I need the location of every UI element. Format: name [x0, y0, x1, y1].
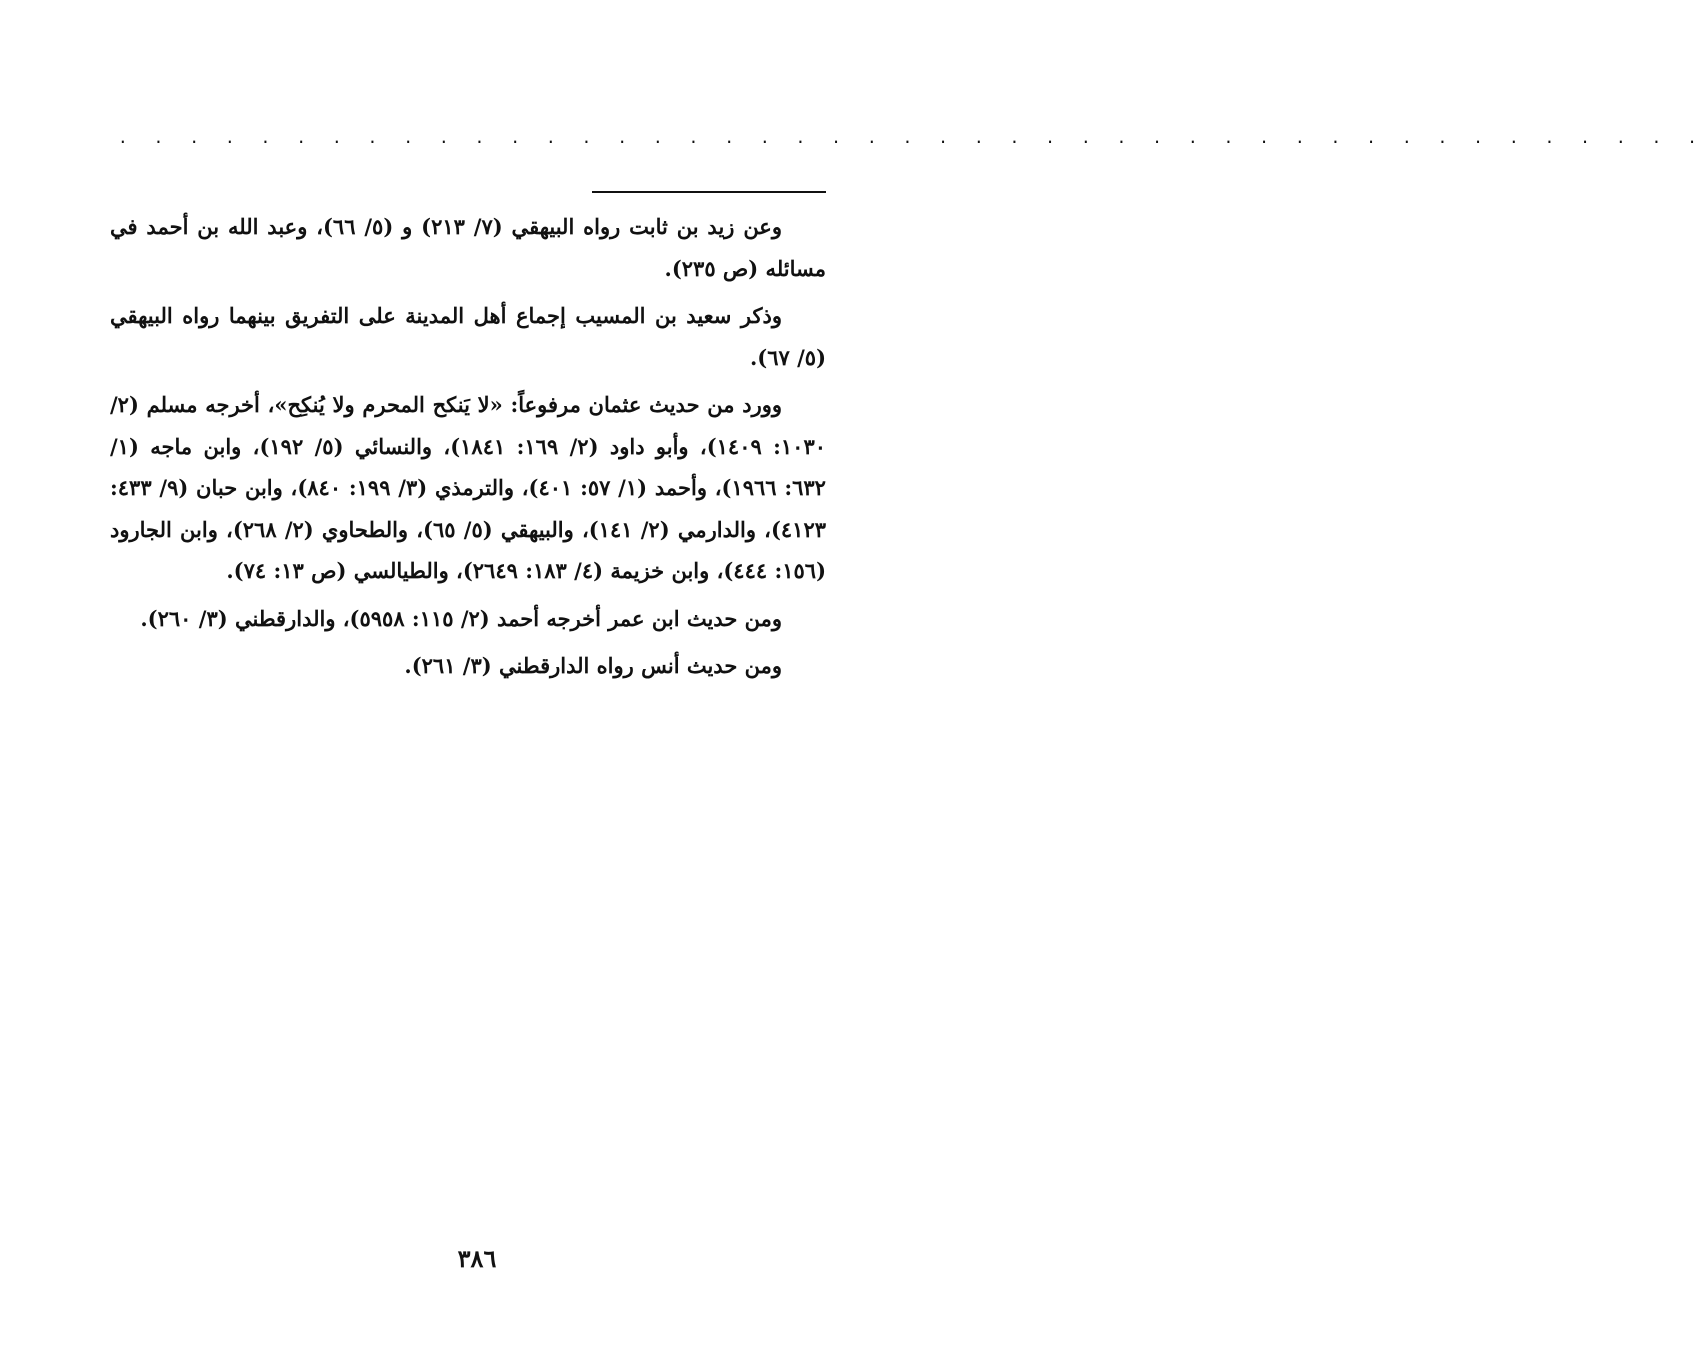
- ellipsis-separator: . . . . . . . . . . . . . . . . . . . . . . . . . . . . . . . . . . . . . . . . . . . . .: [118, 128, 1705, 147]
- footnote-paragraph: وورد من حديث عثمان مرفوعاً: «لا يَنكح المحرم ولا يُنكِح»، أخرجه مسلم (٢/ ١٠٣٠: ١٤٠٩)، وأبو داود (٢/ ١٦٩: ١٨٤١)، والنسائي (٥/ ١٩٢)، وابن ماجه (١/ ٦٣٢: ١٩٦٦)، وأحمد (١/ ٥٧: ٤٠١)، والترمذي (٣/ ١٩٩: ٨٤٠)، وابن حبان (٩/ ٤٣٣: ٤١٢٣)، والدارمي (٢/ ١٤١)، والبيهقي (٥/ ٦٥)، والطحاوي (٢/ ٢٦٨)، وابن الجارود (١٥٦: ٤٤٤)، وابن خزيمة (٤/ ١٨٣: ٢٦٤٩)، والطيالسي (ص ١٣: ٧٤).: [110, 392, 827, 583]
- footnote-paragraph: ومن حديث أنس رواه الدارقطني (٣/ ٢٦١).: [404, 653, 782, 678]
- footnotes-block: [110, 206, 826, 693]
- page-number: ٣٨٦: [457, 1244, 497, 1273]
- footnote-paragraph: وعن زيد بن ثابت رواه البيهقي (٧/ ٢١٣) و (٥/ ٦٦)، وعبد الله بن أحمد في مسائله (ص ٢٣٥).: [110, 214, 826, 281]
- footnote-separator-line: [592, 191, 826, 193]
- footnote-paragraph: وذكر سعيد بن المسيب إجماع أهل المدينة على التفريق بينهما رواه البيهقي (٥/ ٦٧).: [110, 303, 826, 370]
- footnote-paragraph: ومن حديث ابن عمر أخرجه أحمد (٢/ ١١٥: ٥٩٥٨)، والدارقطني (٣/ ٢٦٠).: [140, 605, 782, 631]
